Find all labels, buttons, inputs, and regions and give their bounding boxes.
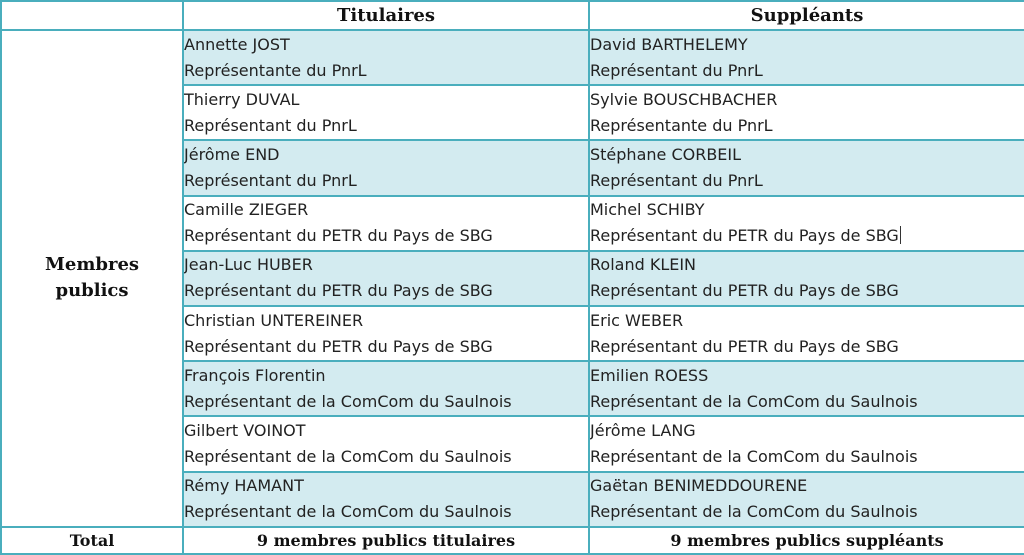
- titulaire-role: Représentant du PETR du Pays de SBG: [184, 336, 493, 356]
- suppleant-name: Sylvie BOUSCHBACHER: [590, 89, 778, 109]
- titulaire-cell: [183, 472, 589, 527]
- titulaire-role: Représentant du PnrL: [184, 171, 357, 190]
- table-row: [1, 30, 1024, 85]
- suppleant-role-with-cursor: [590, 223, 1024, 249]
- header-titulaires: Titulaires: [183, 1, 589, 30]
- suppleant-name: Michel SCHIBY: [590, 200, 705, 220]
- suppleant-cell: [589, 361, 1024, 416]
- group-label: Membres publics: [44, 254, 140, 302]
- suppleant-cell: [589, 251, 1024, 306]
- suppleant-role: Représentant de la ComCom du Saulnois: [590, 502, 918, 522]
- suppleant-name: David BARTHELEMY: [590, 34, 748, 54]
- titulaire-role: Représentant de la ComCom du Saulnois: [184, 502, 512, 522]
- titulaire-cell: [183, 85, 589, 140]
- titulaire-cell: [183, 251, 589, 306]
- titulaire-name: Jérôme END: [184, 145, 280, 164]
- titulaire-role: Représentant du PnrL: [184, 115, 357, 135]
- titulaire-cell: [183, 416, 589, 471]
- suppleant-cell: [589, 416, 1024, 471]
- titulaire-name: Christian UNTEREINER: [184, 310, 364, 330]
- suppleant-cell: [589, 30, 1024, 85]
- suppleant-role: Représentant de la ComCom du Saulnois: [590, 391, 918, 411]
- titulaire-name: Thierry DUVAL: [184, 89, 300, 109]
- text-cursor: [900, 226, 901, 244]
- suppleant-cell: [589, 140, 1024, 195]
- suppleant-name: Gaëtan BENIMEDDOURENE: [590, 476, 808, 496]
- header-row: [1, 1, 1024, 30]
- suppleant-name: Roland KLEIN: [590, 255, 697, 275]
- titulaire-role: Représentant du PETR du Pays de SBG: [184, 226, 493, 246]
- suppleant-cell: [589, 472, 1024, 527]
- suppleant-name: Emilien ROESS: [590, 365, 709, 385]
- titulaire-role: Représentant du PETR du Pays de SBG: [184, 281, 493, 301]
- header-suppleants: Suppléants: [589, 1, 1024, 30]
- suppleant-role: Représentante du PnrL: [590, 115, 773, 135]
- titulaire-cell: [183, 140, 589, 195]
- total-suppleants: 9 membres publics suppléants: [589, 527, 1024, 554]
- suppleant-role: Représentant du PETR du Pays de SBG: [590, 336, 899, 356]
- total-row: [1, 527, 1024, 554]
- titulaire-role: Représentant de la ComCom du Saulnois: [184, 391, 512, 411]
- total-label: Total: [1, 527, 183, 554]
- titulaire-role: Représentant de la ComCom du Saulnois: [184, 447, 512, 467]
- titulaire-name: Gilbert VOINOT: [184, 421, 306, 441]
- suppleant-cell: [589, 196, 1024, 251]
- header-corner-cell: [1, 1, 183, 30]
- titulaire-name: Rémy HAMANT: [184, 476, 304, 496]
- suppleant-role: Représentant du PETR du Pays de SBG: [590, 226, 899, 246]
- titulaire-cell: [183, 361, 589, 416]
- suppleant-cell: [589, 85, 1024, 140]
- suppleant-cell: [589, 306, 1024, 361]
- titulaire-name: Annette JOST: [184, 34, 290, 54]
- titulaire-cell: [183, 30, 589, 85]
- suppleant-name: Stéphane CORBEIL: [590, 145, 742, 164]
- titulaire-name: Camille ZIEGER: [184, 200, 309, 220]
- suppleant-role: Représentant du PnrL: [590, 60, 763, 80]
- suppleant-role: Représentant du PnrL: [590, 171, 763, 190]
- suppleant-name: Jérôme LANG: [590, 421, 696, 441]
- group-label-cell: [1, 30, 183, 527]
- total-titulaires: 9 membres publics titulaires: [183, 527, 589, 554]
- suppleant-name: Eric WEBER: [590, 310, 684, 330]
- suppleant-role: Représentant de la ComCom du Saulnois: [590, 447, 918, 467]
- titulaire-name: François Florentin: [184, 365, 326, 385]
- suppleant-role: Représentant du PETR du Pays de SBG: [590, 281, 899, 301]
- titulaire-role: Représentante du PnrL: [184, 60, 367, 80]
- titulaire-cell: [183, 306, 589, 361]
- titulaire-name: Jean-Luc HUBER: [184, 255, 313, 275]
- titulaire-cell: [183, 196, 589, 251]
